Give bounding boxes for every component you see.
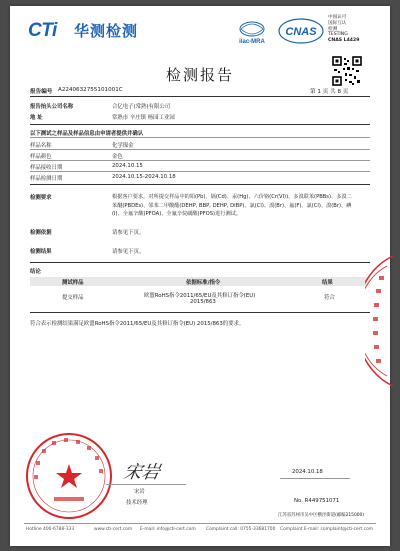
company-value: 合亿电子(常熟)有限公司 <box>112 104 171 110</box>
col-standard: 依据标准/指令 <box>186 280 221 286</box>
footer-website[interactable]: www.cti-cert.com <box>94 527 133 532</box>
footer-complaint-call: Complaint call: 0755-33681700 <box>206 527 276 532</box>
cnas-line: 检测 <box>328 26 338 32</box>
report-title: 检测报告 <box>165 66 234 84</box>
divider <box>30 184 370 185</box>
receipt-date-label: 样品接收日期 <box>30 165 63 171</box>
ilac-label: ilac-MRA <box>239 39 265 45</box>
report-page <box>10 6 390 546</box>
lab-address: 江苏省苏州市吴中区横泾街道(邮编215000) <box>278 513 365 518</box>
divider <box>30 137 370 138</box>
basis-label: 检测依据 <box>30 230 52 236</box>
test-date-value: 2024.10.15-2024.10.18 <box>112 174 176 180</box>
divider <box>30 171 370 172</box>
signature: 宋岩 <box>121 462 162 483</box>
row-standard-line1: 欧盟RoHS指令2011/65/EU及其修订指令(EU) <box>144 293 256 299</box>
page-info: 第 1 页 共 8 页 <box>310 89 349 95</box>
report-date: 2024.10.18 <box>292 469 323 475</box>
conclusion-heading: 结论 <box>30 269 41 275</box>
sample-color-value: 金色 <box>112 154 123 160</box>
sample-section-heading: 以下测试之样品及样品信息由申请者提供并确认 <box>30 131 144 137</box>
qr-code-icon[interactable] <box>332 56 362 86</box>
cnas-accreditation-text <box>328 15 359 44</box>
results-label: 检测结果 <box>30 249 52 255</box>
cnas-logo-icon <box>278 18 324 44</box>
address-value: 常熟市 辛庄镇 杨园工业园 <box>112 115 175 121</box>
signature-line <box>106 484 186 485</box>
results-value: 请参见下页。 <box>112 249 145 255</box>
company-label: 报告抬头公司名称 <box>30 104 74 110</box>
cnas-line: 国际互认 <box>328 20 347 26</box>
signer-title: 技术经理 <box>126 500 148 506</box>
footer-divider <box>24 523 376 524</box>
requirements-text: 根据客户要求，对所提交样品中的铅(Pb)、镉(Cd)、汞(Hg)、六价铬(Cr(VI))、多溴联苯(PBBs)、多溴二苯醚(PBDEs)、邻苯二甲酸酯(DEHP, BBP, DEHP, DIBP)、氯(Cl)、溴(Br)、氟(F)、氯(Cl)、溴(Br)、碘(I)、全氟辛酸(PFOA)、全氟辛烷磺酸(PFOS)进行测试。 <box>112 194 352 218</box>
sample-name-value: 化学镍金 <box>112 143 134 149</box>
col-sample: 测试样品 <box>62 280 84 286</box>
company-name-cn: 华测检测 <box>74 22 139 40</box>
requirements-label: 检测要求 <box>30 195 52 201</box>
company-seal-icon <box>24 431 114 521</box>
receipt-date-value: 2024.10.15 <box>112 163 143 169</box>
ilac-mra-logo-icon <box>232 19 272 45</box>
divider <box>30 262 370 263</box>
row-standard-line2: 2015/863 <box>190 299 216 305</box>
report-number: A2240632755101001C <box>58 87 123 93</box>
side-seal-stamp-icon <box>365 251 395 391</box>
report-number-label: 报告编号 <box>30 89 53 95</box>
footer-complaint-email[interactable]: Complaint E-mail: complaint@cti-cert.com <box>280 527 374 532</box>
divider <box>30 96 370 97</box>
divider <box>30 124 370 125</box>
signer-name: 宋岩 <box>134 489 145 495</box>
sample-name-label: 样品名称 <box>30 143 52 149</box>
date-line <box>280 478 350 479</box>
certificate-number: No. R449751071 <box>294 498 340 504</box>
conclusion-note: 符合表示检测结果满足欧盟RoHS指令2011/65/EU及其修订指令(EU) 2015/863的要求。 <box>30 321 245 327</box>
footer-hotline: Hotline 400-6788-333 <box>26 527 75 532</box>
address-label: 地 址 <box>30 115 43 121</box>
cti-logo: CTi <box>28 20 57 41</box>
col-result: 结果 <box>322 280 333 286</box>
basis-value: 请参见下页。 <box>112 230 145 236</box>
row-sample: 提交样品 <box>62 295 84 301</box>
test-date-label: 样品检测日期 <box>30 176 63 182</box>
cnas-label: CNAS <box>285 26 317 38</box>
cnas-line: 中国认可 <box>328 15 347 20</box>
sample-color-label: 样品颜色 <box>30 154 52 160</box>
divider <box>30 149 370 150</box>
divider <box>30 312 370 313</box>
row-result: 符合 <box>324 295 335 301</box>
divider <box>30 160 370 161</box>
cnas-line: CNAS L4429 <box>328 38 360 44</box>
cnas-line: TESTING <box>328 32 348 38</box>
footer-email[interactable]: E-mail: info@cti-cert.com <box>140 527 196 532</box>
